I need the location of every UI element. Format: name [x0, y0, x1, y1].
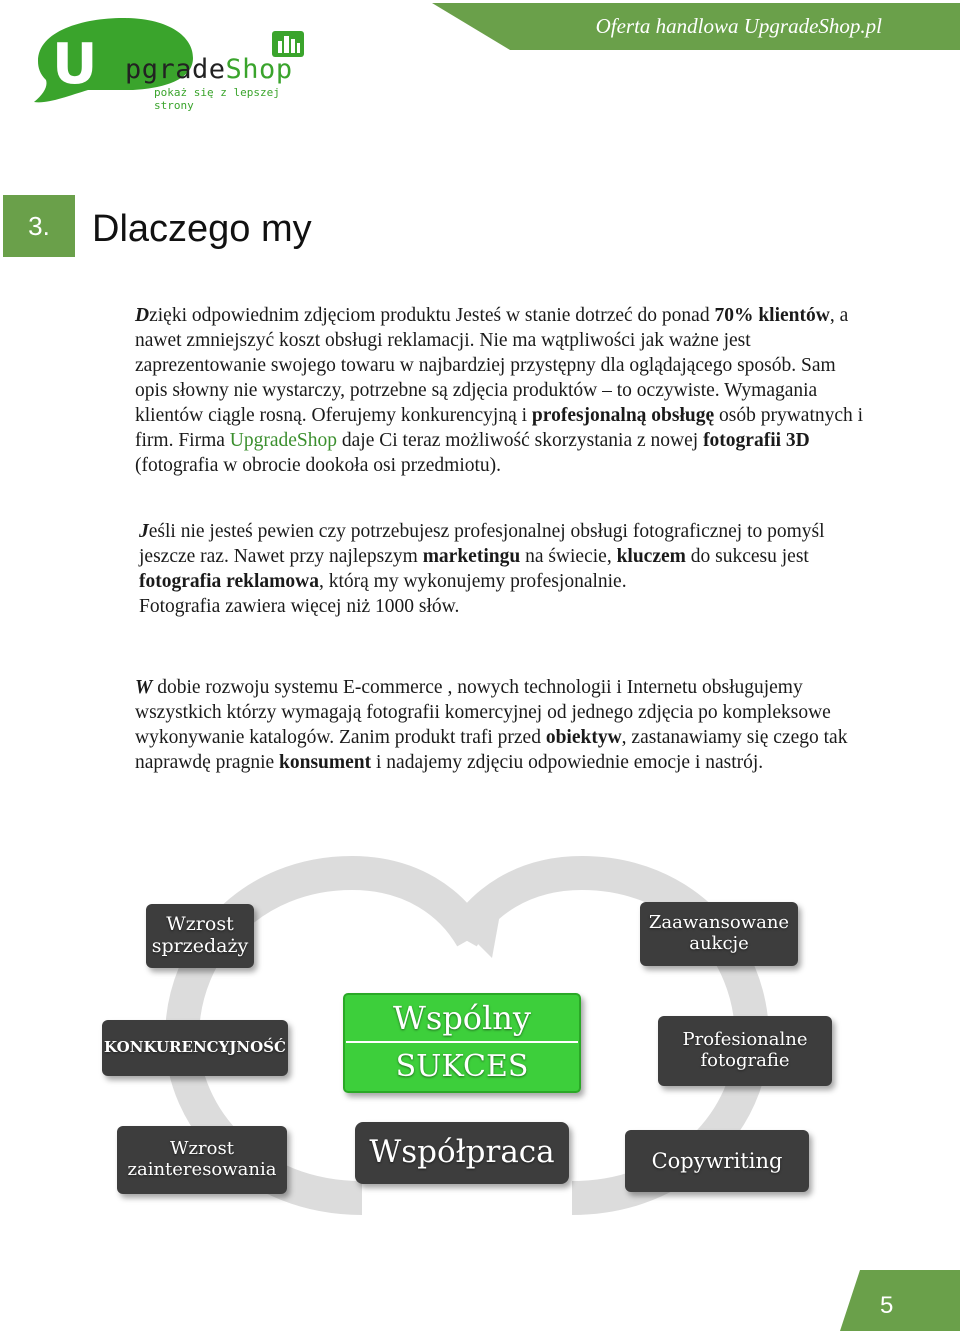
label-interest-growth: Wzrost zainteresowania — [127, 1138, 277, 1180]
section-title: Dlaczego my — [92, 208, 312, 250]
logo-wordmark — [125, 54, 293, 85]
logo-tagline: pokaż się z lepszej strony — [154, 86, 280, 112]
p1-text: daje Ci teraz możliwość skorzystania z nowej — [337, 430, 704, 451]
p1-text: zięki odpowiednim zdjęciom produktu Jesteś w stanie dotrzeć do ponad — [149, 305, 715, 326]
p2-bold: marketingu — [422, 546, 521, 567]
p1-text: , a nawet zmniejszyć koszt obsługi reklamacji. Nie ma wątpliwości jak ważne jest zaprezentowanie swojego towaru w najbardziej przystępny dla oglądającego sposób. Sam opis słowny nie wystarczy, potrzebne są zdjęcia produktów – to oczywiste. Wymagania klientów ciągle rosną. Oferujemy konkurencyjną i — [135, 305, 849, 426]
p2-bold: kluczem — [616, 546, 686, 567]
p3-bold: konsument — [279, 752, 372, 773]
dropcap-2: J — [139, 521, 149, 542]
p2-text: na świecie, — [520, 546, 617, 567]
label-professional-photos: Profesionalne fotografie — [682, 1029, 808, 1071]
paragraph-3 — [135, 675, 855, 775]
p2-text: Fotografia zawiera więcej niż 1000 słów. — [139, 596, 460, 617]
label-common: Wspólny — [393, 998, 531, 1037]
p1-text: osób prywatnych i firm. Firma — [135, 405, 864, 451]
p1-text: (fotografia w obrocie dookoła osi przedmiotu). — [135, 455, 502, 476]
paragraph-1 — [135, 303, 865, 478]
p3-text: , zastanawiamy się czego tak naprawdę pragnie — [135, 727, 848, 773]
label-copywriting: Copywriting — [651, 1148, 783, 1173]
page-number: 5 — [880, 1292, 894, 1319]
p2-text: , którą my wykonujemy profesjonalnie. — [318, 571, 627, 592]
p2-text: eśli nie jesteś pewien czy potrzebujesz profesjonalnej obsługi fotograficznej to pomyśl — [148, 521, 825, 542]
logo-word-green: Shop — [225, 54, 293, 85]
label-sales-growth: Wzrost sprzedaży — [151, 913, 249, 957]
p3-text: dobie rozwoju systemu E-commerce , nowych technologii i Internetu obsługujemy wszystkich którzy wymagają fotografii komercyjnej od jednego zdjęcia po kompleksowe wykonywanie katalogów. Zanim produkt trafi przed — [135, 677, 831, 748]
p2-text: do sukcesu jest — [685, 546, 809, 567]
logo-word-dark: pgrade — [125, 54, 226, 85]
logo[interactable] — [28, 16, 318, 112]
label-success: SUKCES — [395, 1048, 529, 1084]
section-number: 3. — [3, 195, 75, 257]
logo-letter: U — [52, 32, 98, 97]
paragraph-2 — [139, 519, 864, 619]
p2-text: jeszcze raz. Nawet przy najlepszym — [139, 546, 423, 567]
p3-text: i nadajemy zdjęciu odpowiednie emocje i nastrój. — [371, 752, 764, 773]
dropcap-1: D — [135, 305, 150, 326]
p1-bold: 70% klientów — [714, 305, 830, 326]
brand-link[interactable]: UpgradeShop — [229, 430, 338, 451]
header-title: Oferta handlowa UpgradeShop.pl — [595, 14, 882, 38]
label-advanced-auctions: Zaawansowane aukcje — [648, 912, 790, 954]
label-competitiveness: KONKURENCYJNOŚĆ — [104, 1038, 286, 1057]
p3-bold: obiektyw — [545, 727, 622, 748]
label-cooperation: Współpraca — [369, 1134, 555, 1171]
p1-bold: profesjonalną obsługę — [531, 405, 715, 426]
success-diagram — [92, 848, 842, 1220]
dropcap-3: W — [135, 677, 153, 698]
p1-bold: fotografii 3D — [703, 430, 810, 451]
footer-tab — [840, 1270, 960, 1331]
p2-bold: fotografia reklamowa — [139, 571, 319, 592]
